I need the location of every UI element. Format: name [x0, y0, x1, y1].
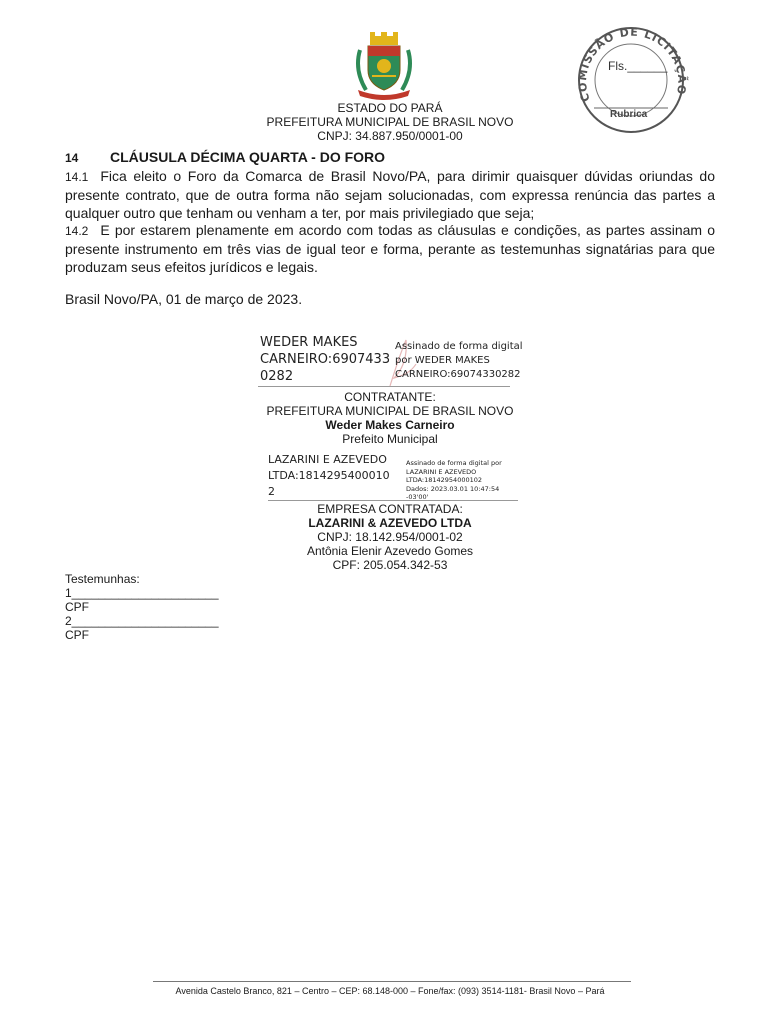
clause-paragraph-2 [65, 221, 715, 276]
contratante-label: CONTRATANTE: [344, 390, 436, 404]
clause-title: CLÁUSULA DÉCIMA QUARTA - DO FORO [110, 149, 386, 165]
contratante-signature-note [395, 340, 535, 382]
paragraph-text: Fica eleito o Foro da Comarca de Brasil Novo/PA, para dirimir quaisquer dúvidas oriundas do presente contrato, que de outra forma não sejam solucionadas, com expressa renúncia das partes a qualquer outro que tenham ou venham a ter, por mais privilegiado que seja; [65, 168, 715, 221]
coat-of-arms-logo [352, 30, 416, 100]
witness-cpf: CPF [65, 628, 89, 642]
signature-note-line: LTDA:18142954000102 [406, 476, 483, 484]
document-header [180, 101, 600, 143]
contratada-entity: LAZARINI & AZEVEDO LTDA [308, 516, 472, 530]
contratada-block [200, 502, 580, 572]
contratada-person: Antônia Elenir Azevedo Gomes [306, 544, 474, 558]
witness-cpf: CPF [65, 600, 89, 614]
clause-paragraph-1 [65, 167, 715, 222]
contratante-entity: PREFEITURA MUNICIPAL DE BRASIL NOVO [266, 404, 514, 418]
paragraph-number: 14.1 [65, 170, 89, 184]
signature-name-line: LTDA:1814295400010 [268, 469, 390, 482]
signature-name-line: LAZARINI E AZEVEDO [268, 453, 387, 466]
witnesses-block [65, 572, 219, 642]
clause-number: 14 [65, 151, 79, 165]
signature-name-line: WEDER MAKES [260, 335, 358, 350]
contratante-role: Prefeito Municipal [342, 432, 438, 446]
witness-line: 2______________________ [65, 614, 219, 628]
signature-name-line: CARNEIRO:6907433 [260, 352, 391, 367]
footer-address: Avenida Castelo Branco, 821 – Centro – CEP: 68.148-000 – Fone/fax: (093) 3514-1181- Brasil Novo – Pará [175, 986, 605, 996]
paragraph-number: 14.2 [65, 224, 89, 238]
signature-note-line: LAZARINI E AZEVEDO [406, 467, 477, 476]
contratante-person: Weder Makes Carneiro [325, 418, 455, 432]
signature-note-line: Assinado de forma digital [395, 341, 523, 352]
contratada-signature-note [406, 459, 522, 502]
seal-rubrica-label: Rubrica [610, 109, 648, 120]
signature-note-line: Assinado de forma digital por [406, 459, 502, 467]
header-state: ESTADO DO PARÁ [337, 101, 443, 115]
seal-ring-text: COMISSÃO DE LICITAÇÃO [575, 25, 689, 104]
signature-note-line: Dados: 2023.03.01 10:47:54 -03'00' [406, 484, 500, 501]
seal-fls-label: Fls.______ [608, 59, 668, 73]
contratada-cnpj: CNPJ: 18.142.954/0001-02 [317, 530, 463, 544]
footer-divider [153, 981, 631, 982]
contratante-block [200, 390, 580, 446]
contratante-signature-name [260, 334, 392, 385]
header-cnpj: CNPJ: 34.887.950/0001-00 [317, 129, 463, 143]
signature-line [258, 386, 510, 387]
signature-note-line: por WEDER MAKES [395, 355, 490, 366]
witnesses-label: Testemunhas: [65, 572, 140, 586]
signature-name-line: 2 [268, 485, 275, 498]
signature-note-line: CARNEIRO:69074330282 [395, 369, 521, 380]
paragraph-text: E por estarem plenamente em acordo com todas as cláusulas e condições, as partes assinam o presente instrumento em três vias de igual teor e forma, perante as testemunhas signatárias para que produzam seus efeitos jurídicos e legais. [65, 222, 715, 275]
witness-line: 1______________________ [65, 586, 219, 600]
date-line: Brasil Novo/PA, 01 de março de 2023. [65, 291, 303, 307]
contratada-cpf: CPF: 205.054.342-53 [332, 558, 448, 572]
header-municipality: PREFEITURA MUNICIPAL DE BRASIL NOVO [266, 115, 514, 129]
contratada-signature-name [268, 452, 400, 500]
signature-line [268, 500, 518, 501]
signature-name-line: 0282 [260, 369, 294, 384]
contratada-label: EMPRESA CONTRATADA: [317, 502, 463, 516]
commission-seal-stamp [572, 22, 690, 134]
